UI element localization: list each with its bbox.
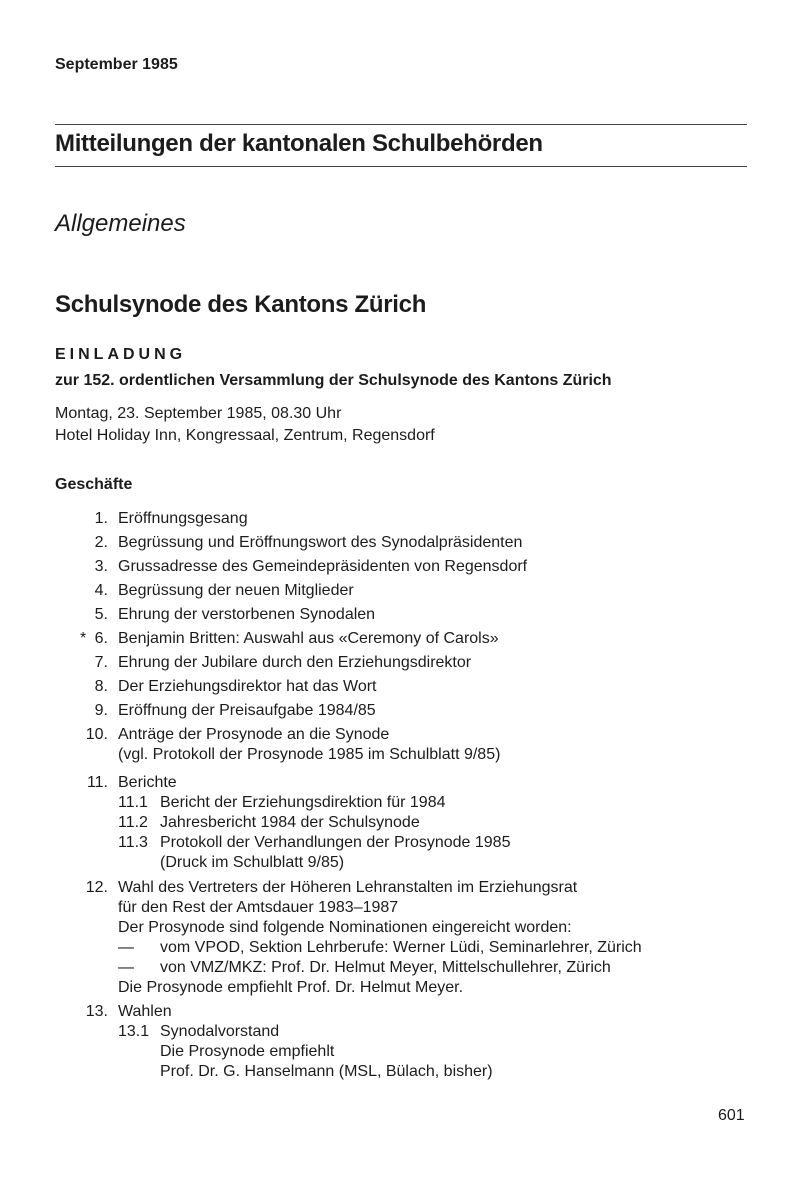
agenda-item-text: Wahlen [118,1003,172,1020]
agenda-subitem-text: Die Prosynode empfiehlt [160,1043,335,1060]
agenda-item-text: Die Prosynode empfiehlt Prof. Dr. Helmut Meyer. [118,979,464,996]
title-rule-bottom [55,166,747,167]
agenda-item-number: 2. [94,534,108,551]
agenda-heading: Geschäfte [55,476,133,493]
page-number: 601 [718,1107,745,1124]
agenda-subitem-text: Bericht der Erziehungsdirektion für 1984 [160,794,446,811]
agenda-subitem-number: 13.1 [118,1023,150,1040]
agenda-subitem-number: 11.1 [118,794,148,811]
agenda-item-text: Ehrung der Jubilare durch den Erziehungsdirektor [118,654,472,671]
section-title: Mitteilungen der kantonalen Schulbehörden [55,130,543,157]
agenda-item-text: für den Rest der Amtsdauer 1983–1987 [118,899,399,916]
agenda-item-text: Der Erziehungsdirektor hat das Wort [118,678,377,695]
list-dash: — [118,959,134,976]
agenda-item-number: 10. [85,726,108,743]
event-date: Montag, 23. September 1985, 08.30 Uhr [55,405,342,422]
running-header-date: September 1985 [55,56,178,73]
agenda-subitem-text: Jahresbericht 1984 der Schulsynode [160,814,420,831]
nomination-text: vom VPOD, Sektion Lehrberufe: Werner Lüdi, Seminarlehrer, Zürich [160,939,642,956]
agenda-item-text: Begrüssung der neuen Mitglieder [118,582,354,599]
agenda-item-text: Grussadresse des Gemeindepräsidenten von Regensdorf [118,558,528,575]
assembly-line: zur 152. ordentlichen Versammlung der Schulsynode des Kantons Zürich [55,372,612,389]
agenda-item-number: 3. [94,558,108,575]
agenda-subitem-text: Protokoll der Verhandlungen der Prosynode 1985 [160,834,511,851]
article-title: Schulsynode des Kantons Zürich [55,291,427,318]
list-dash: — [118,939,134,956]
event-venue: Hotel Holiday Inn, Kongressaal, Zentrum, Regensdorf [55,427,435,444]
agenda-item-text: Benjamin Britten: Auswahl aus «Ceremony of Carols» [118,630,499,647]
agenda-item-text: Eröffnungsgesang [118,510,248,527]
agenda-item-text: Ehrung der verstorbenen Synodalen [118,606,376,623]
agenda-subitem-number: 11.3 [118,834,148,851]
agenda-item-number: 4. [94,582,108,599]
nomination-text: von VMZ/MKZ: Prof. Dr. Helmut Meyer, Mittelschullehrer, Zürich [160,959,611,976]
title-rule-top [55,124,747,125]
agenda-item-text: Begrüssung und Eröffnungswort des Synodalpräsidenten [118,534,523,551]
agenda-item-text: Wahl des Vertreters der Höheren Lehranstalten im Erziehungsrat [118,879,578,896]
agenda-item-text: Eröffnung der Preisaufgabe 1984/85 [118,702,376,719]
agenda-item-number: 11. [86,774,108,791]
agenda-subitem-number: 11.2 [118,814,148,831]
subsection-heading: Allgemeines [55,210,186,237]
agenda-item-number: 12. [85,879,108,896]
agenda-item-number: 5. [94,606,108,623]
agenda-item-number: 8. [94,678,108,695]
agenda-subitem-text: (Druck im Schulblatt 9/85) [160,854,345,871]
invitation-heading: EINLADUNG [55,346,187,363]
agenda-item-text: (vgl. Protokoll der Prosynode 1985 im Schulblatt 9/85) [118,746,501,763]
agenda-item-number: 9. [94,702,108,719]
agenda-item-number: 1. [94,510,108,527]
agenda-item-number: 6. [94,630,108,647]
agenda-item-number: 7. [94,654,108,671]
footnote-asterisk: * [80,630,87,647]
agenda-item-text: Der Prosynode sind folgende Nominationen eingereicht worden: [118,919,572,936]
agenda-item-number: 13. [85,1003,108,1020]
agenda-item-text: Anträge der Prosynode an die Synode [118,726,390,743]
agenda-subitem-text: Prof. Dr. G. Hanselmann (MSL, Bülach, bisher) [160,1063,493,1080]
agenda-subitem-text: Synodalvorstand [160,1023,280,1040]
agenda-item-text: Berichte [118,774,177,791]
